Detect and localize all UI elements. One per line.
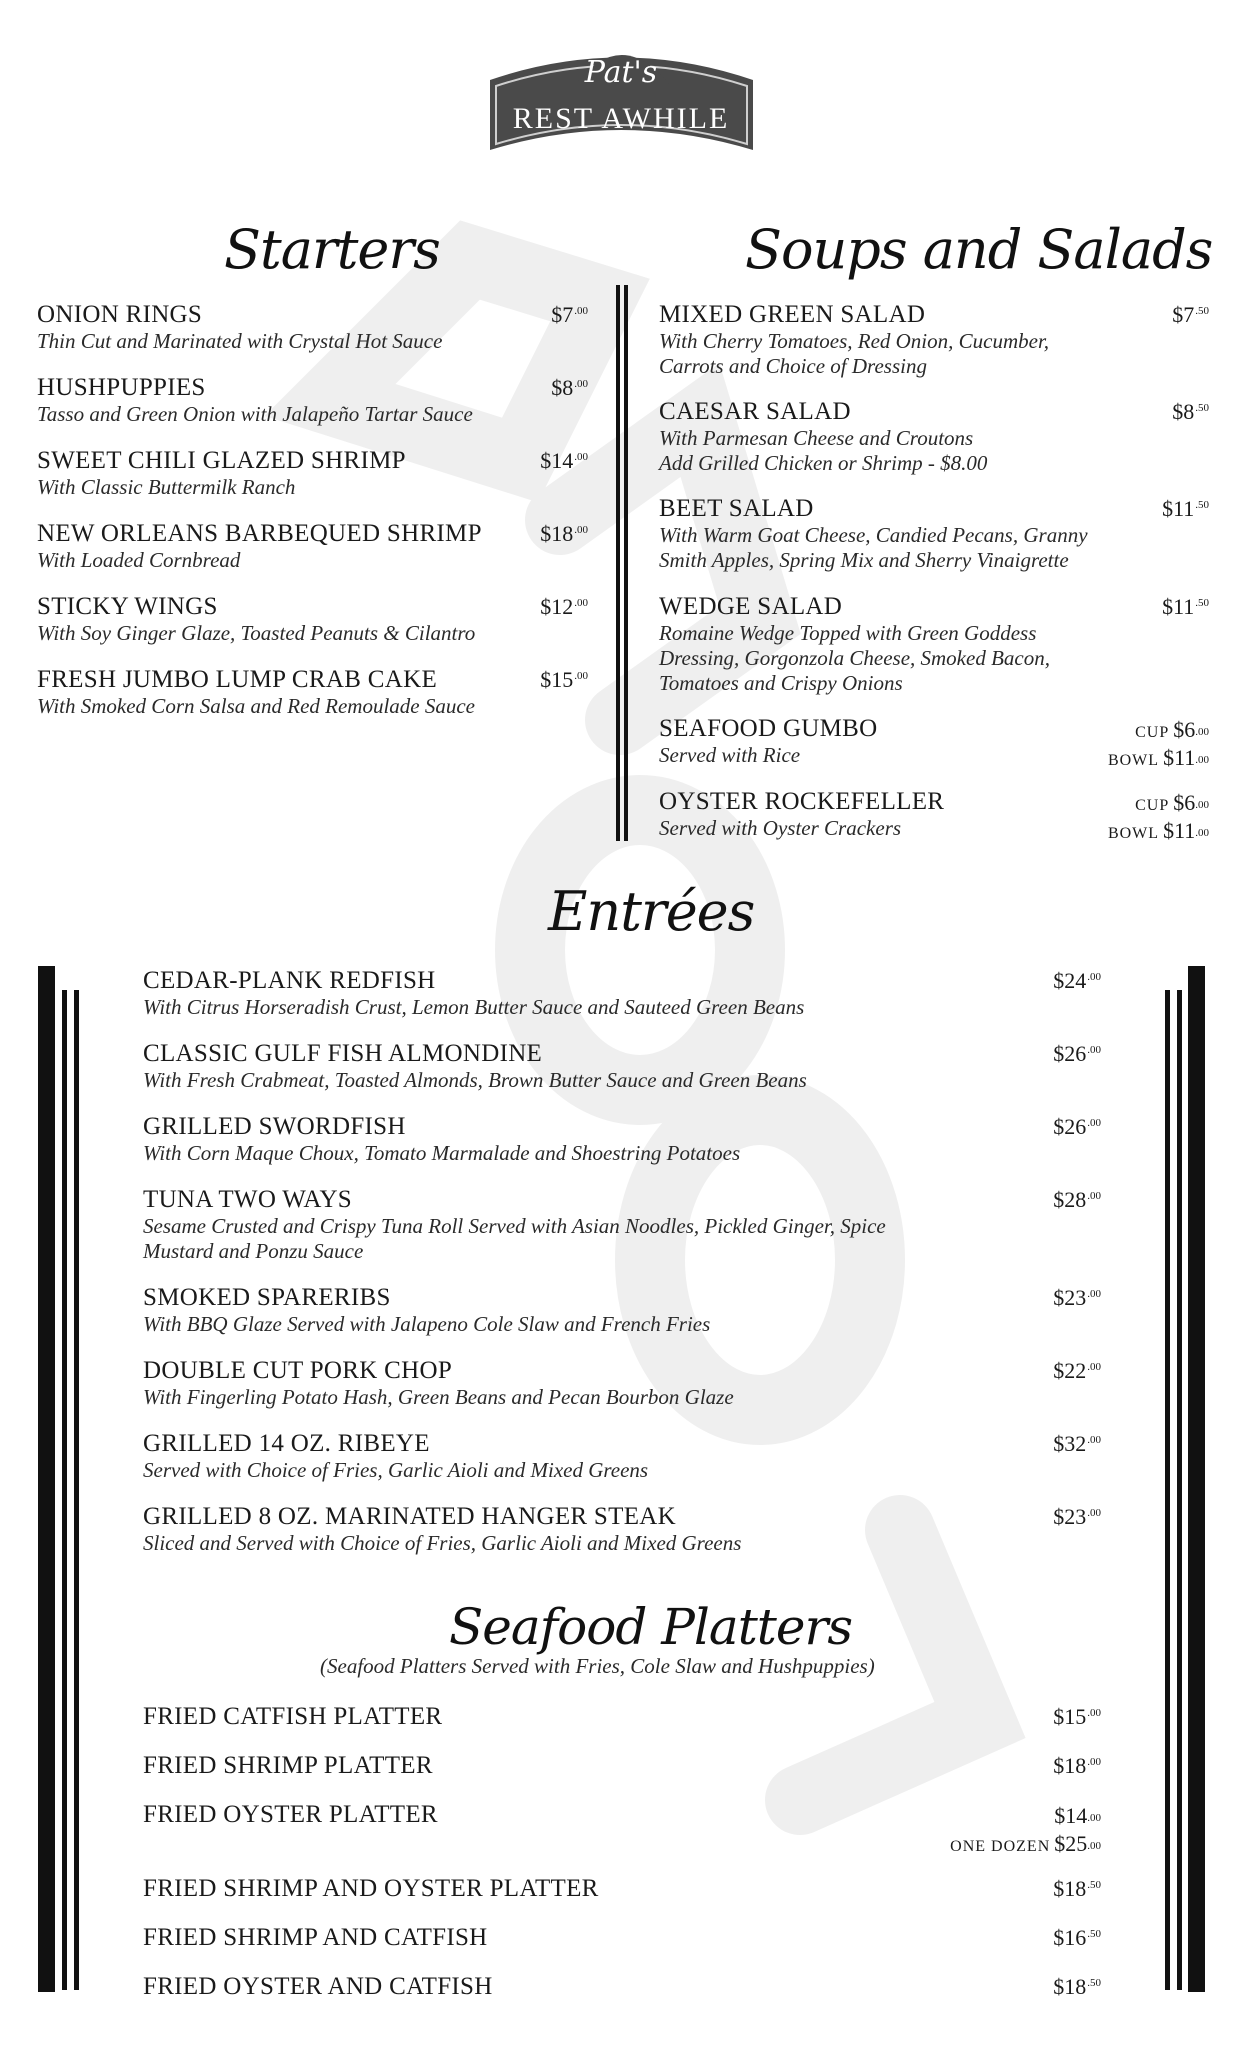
list-item [659,301,1049,379]
item-name: FRIED OYSTER AND CATFISH [143,1973,493,2000]
item-description: With Parmesan Cheese and Croutons Add Grilled Chicken or Shrimp - $8.00 [659,426,988,475]
item-name: DOUBLE CUT PORK CHOP [143,1357,453,1384]
list-item [143,1284,710,1337]
soups-title: Soups and Salads [745,218,1213,281]
item-name: WEDGE SALAD [659,593,843,620]
item-name: FRIED OYSTER PLATTER [143,1801,438,1828]
restaurant-logo [480,40,763,175]
item-name: FRIED CATFISH PLATTER [143,1703,443,1730]
list-item [143,1186,886,1264]
left-border-bar [74,990,79,1990]
item-name: MIXED GREEN SALAD [659,301,926,328]
item-name: OYSTER ROCKEFELLER [659,788,945,815]
item-name: SEAFOOD GUMBO [659,715,878,742]
item-name: FRESH JUMBO LUMP CRAB CAKE [37,666,438,693]
column-divider [616,285,620,841]
item-price-sizes: CUP $\$6^{.00}$ BOWL $\$11^{.00}$ [1107,717,1209,770]
starters-title: Starters [224,218,440,281]
item-name: FRIED SHRIMP AND OYSTER PLATTER [143,1875,599,1902]
list-item [659,593,1050,696]
item-price: $\$15^{.00}$ [1053,1704,1101,1729]
item-name: FRIED SHRIMP AND CATFISH [143,1924,488,1951]
list-item [659,715,878,768]
item-price: $\$23^{.00}$ [1053,1504,1101,1529]
left-border-bar [38,966,55,1992]
item-description: With Smoked Corn Salsa and Red Remoulade Sauce [37,694,476,718]
item-description: With Loaded Cornbread [37,548,241,572]
platters-subtitle: (Seafood Platters Served with Fries, Cole Slaw and Hushpuppies) [320,1654,875,1678]
list-item [37,374,473,427]
item-description: Sliced and Served with Choice of Fries, Garlic Aioli and Mixed Greens [143,1531,742,1555]
list-item [37,593,475,646]
list-item [143,1113,740,1166]
item-description: Sesame Crusted and Crispy Tuna Roll Served with Asian Noodles, Pickled Ginger, Spice Mustard and Ponzu Sauce [143,1214,886,1263]
item-price: $\$15^{.00}$ [540,667,588,692]
list-item [143,1503,741,1556]
list-item [143,1357,734,1410]
item-description: Thin Cut and Marinated with Crystal Hot Sauce [37,329,443,353]
item-price: $\$18^{.00}$ [1053,1753,1101,1778]
list-item [659,398,987,476]
item-description: Served with Choice of Fries, Garlic Aioli and Mixed Greens [143,1458,649,1482]
list-item [143,1040,807,1093]
item-name: GRILLED SWORDFISH [143,1113,406,1140]
platters-title: Seafood Platters [449,1598,853,1656]
list-item [143,1430,648,1483]
item-description: With Classic Buttermilk Ranch [37,475,296,499]
item-description: With Soy Ginger Glaze, Toasted Peanuts & Cilantro [37,621,476,645]
right-border-bar [1177,990,1182,1990]
item-name: CAESAR SALAD [659,398,851,425]
logo-bottom-text: REST AWHILE [512,102,730,135]
item-price: $\$23^{.00}$ [1053,1285,1101,1310]
item-description: With Fresh Crabmeat, Toasted Almonds, Brown Butter Sauce and Green Beans [143,1068,807,1092]
item-price-sizes: CUP $\$6^{.00}$ BOWL $\$11^{.00}$ [1107,790,1209,843]
item-name: NEW ORLEANS BARBEQUED SHRIMP [37,520,482,547]
list-item [37,666,475,719]
item-price: $\$16^{.50}$ [1053,1925,1101,1950]
item-price: $\$14^{.00}$ [540,448,588,473]
item-name: STICKY WINGS [37,593,218,620]
item-price: $\$7^{.50}$ [1172,302,1209,327]
list-item [143,967,804,1020]
entrees-title: Entrées [548,880,755,943]
item-description: Romaine Wedge Topped with Green Goddess Dressing, Gorgonzola Cheese, Smoked Bacon, Tomatoes and Crispy Onions [659,621,1050,695]
item-name: SMOKED SPARERIBS [143,1284,391,1311]
item-price: $\$28^{.00}$ [1053,1187,1101,1212]
item-name: SWEET CHILI GLAZED SHRIMP [37,447,406,474]
item-description: With Corn Maque Choux, Tomato Marmalade and Shoestring Potatoes [143,1141,741,1165]
list-item [37,301,442,354]
item-price: $\$11^{.50}$ [1162,594,1209,619]
item-description: Served with Rice [659,743,801,767]
item-name: BEET SALAD [659,495,814,522]
list-item [37,520,482,573]
item-name: GRILLED 8 OZ. MARINATED HANGER STEAK [143,1503,676,1530]
item-description: With Cherry Tomatoes, Red Onion, Cucumber, Carrots and Choice of Dressing [659,329,1050,378]
item-name: ONION RINGS [37,301,203,328]
item-name: CLASSIC GULF FISH ALMONDINE [143,1040,543,1067]
item-description: With Warm Goat Cheese, Candied Pecans, Granny Smith Apples, Spring Mix and Sherry Vinaigrette [659,523,1088,572]
item-price: $\$32^{.00}$ [1053,1431,1101,1456]
item-price: $\$26^{.00}$ [1053,1041,1101,1066]
item-price: $\$8^{.50}$ [1172,399,1209,424]
item-price: $\$22^{.00}$ [1053,1358,1101,1383]
item-price: $\$18^{.50}$ [1053,1974,1101,1999]
item-price: $\$12^{.00}$ [540,594,588,619]
item-description: Tasso and Green Onion with Jalapeño Tartar Sauce [37,402,473,426]
item-price: $\$26^{.00}$ [1053,1114,1101,1139]
item-name: TUNA TWO WAYS [143,1186,353,1213]
item-price: $\$8^{.00}$ [551,375,588,400]
item-price: $\$18^{.50}$ [1053,1876,1101,1901]
left-border-bar [62,990,67,1990]
item-name: GRILLED 14 OZ. RIBEYE [143,1430,430,1457]
item-description: With Fingerling Potato Hash, Green Beans and Pecan Bourbon Glaze [143,1385,734,1409]
item-price: $\$7^{.00}$ [551,302,588,327]
column-divider [624,285,628,841]
item-price: $\$18^{.00}$ [540,521,588,546]
item-description: With Citrus Horseradish Crust, Lemon Butter Sauce and Sauteed Green Beans [143,995,805,1019]
item-name: FRIED SHRIMP PLATTER [143,1752,433,1779]
item-name: HUSHPUPPIES [37,374,206,401]
list-item [659,788,944,841]
right-border-bar [1188,966,1205,1992]
item-description: Served with Oyster Crackers [659,816,902,840]
item-name: CEDAR-PLANK REDFISH [143,967,436,994]
item-price: $\$24^{.00}$ [1053,968,1101,993]
list-item [37,447,406,500]
list-item [659,495,1088,573]
right-border-bar [1165,990,1170,1990]
item-price: $\$11^{.50}$ [1162,496,1209,521]
item-description: With BBQ Glaze Served with Jalapeno Cole Slaw and French Fries [143,1312,711,1336]
item-price-sizes: $\$14^{.00}$ ONE DOZEN $\$25^{.00}$ [950,1803,1101,1856]
logo-top-text: Pat's [584,55,658,90]
